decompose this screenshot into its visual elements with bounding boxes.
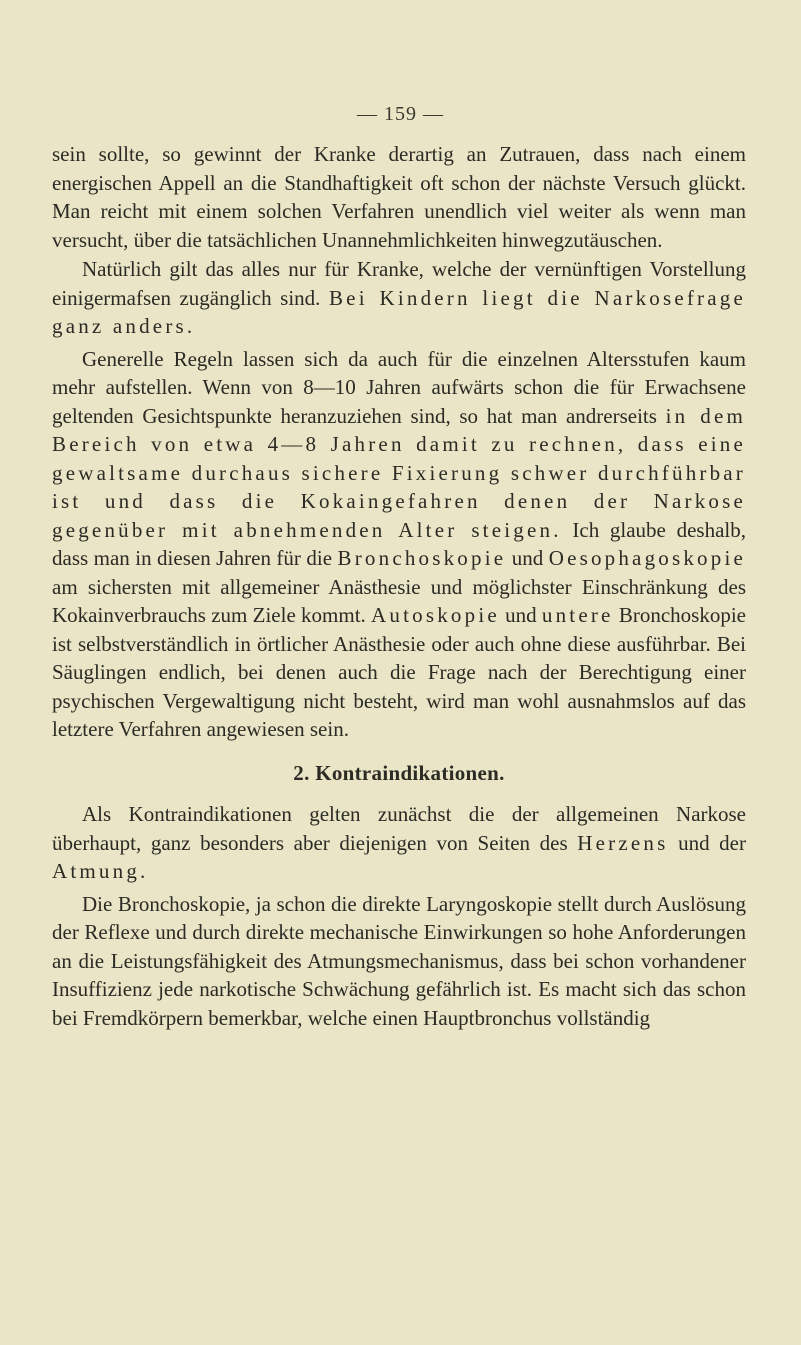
paragraph-4	[52, 800, 746, 886]
paragraph-2-text: Natürlich gilt das alles nur für Kranke, welche der vernünftigen Vorstellung einigermafsen zugänglich sind.	[52, 257, 746, 310]
paragraph-3-text-6: Bronchoskopie ist selbstverständlich in örtlicher Anästhesie oder auch ohne diese ausführbar. Bei Säuglingen endlich, bei denen auch die Frage nach der Berechtigung einer psychischen Vergewaltigung nicht besteht, wird man wohl ausnahmslos auf das letztere Verfahren angewiesen sein.	[52, 603, 746, 741]
paragraph-3-emphasis-bronchoskopie: Bronchoskopie	[337, 546, 507, 570]
paragraph-3-text-3: und	[511, 546, 544, 570]
paragraph-4-emphasis-herzens: Herzens	[577, 830, 669, 855]
paragraph-2-spaced-emphasis: Bei Kindern liegt die Narkosefrage ganz anders.	[52, 285, 746, 338]
body-text	[52, 140, 746, 1032]
paragraph-3-text-4: am sichersten mit allgemeiner Anästhesie und möglichster Einschränkung des Kokainverbrauchs zum Ziele kommt.	[52, 574, 746, 627]
paragraph-3	[52, 345, 746, 744]
page-number: — 159 —	[357, 103, 444, 125]
paragraph-1	[52, 140, 746, 254]
paragraph-3-emphasis-untere: untere	[541, 603, 614, 627]
paragraph-3-text-1: Generelle Regeln lassen sich da auch für die einzelnen Altersstufen kaum mehr aufstellen. Wenn von 8—10 Jahren aufwärts schon die für Erwachsene geltenden Gesichtspunkte heranzuziehen sind, so hat man andrerseits	[52, 346, 746, 428]
paragraph-3-emphasis-oesophagoskopie: Oesophagoskopie	[548, 546, 747, 570]
paragraph-3-emphasis-autoskopie: Autoskopie	[371, 603, 500, 627]
paragraph-2	[52, 255, 746, 341]
paragraph-4-text-1: Als Kontraindikationen gelten zunächst die der allgemeinen Narkose überhaupt, ganz besonders aber diejenigen von Seiten des	[52, 802, 746, 855]
paragraph-3-text-5: und	[505, 603, 537, 627]
paragraph-4-emphasis-atmung: Atmung.	[52, 859, 149, 883]
paragraph-5-text: Die Bronchoskopie, ja schon die direkte Laryngoskopie stellt durch Auslösung der Reflexe und durch direkte mechanische Einwirkungen so hohe Anforderungen an die Leistungsfähigkeit des Atmungsmechanismus, dass bei schon vorhandener Insuffizienz jede narkotische Schwächung gefährlich ist. Es macht sich das schon bei Fremdkörpern bemerkbar, welche einen Hauptbronchus vollständig	[52, 891, 746, 1030]
paragraph-4-text-2: und der	[678, 830, 746, 855]
paragraph-3-text-2: Ich glaube deshalb, dass man in diesen Jahren für die	[52, 517, 746, 570]
paragraph-1-text: sein sollte, so gewinnt der Kranke derartig an Zutrauen, dass nach einem energischen Appell an die Standhaftigkeit oft schon der nächste Versuch glückt. Man reicht mit einem solchen Verfahren unendlich viel weiter als wenn man versucht, über die tatsächlichen Unannehmlichkeiten hinwegzutäuschen.	[52, 142, 746, 252]
paragraph-3-emphasis-1: in dem Bereich von etwa 4—8 Jahren damit zu rechnen, dass eine gewaltsame durchaus sichere Fixierung schwer durchführbar ist und dass die Kokaingefahren denen der Narkose gegenüber mit abnehmenden Alter steigen.	[52, 403, 747, 542]
paragraph-5	[52, 890, 746, 1033]
section-heading: 2. Kontraindikationen.	[293, 760, 505, 785]
